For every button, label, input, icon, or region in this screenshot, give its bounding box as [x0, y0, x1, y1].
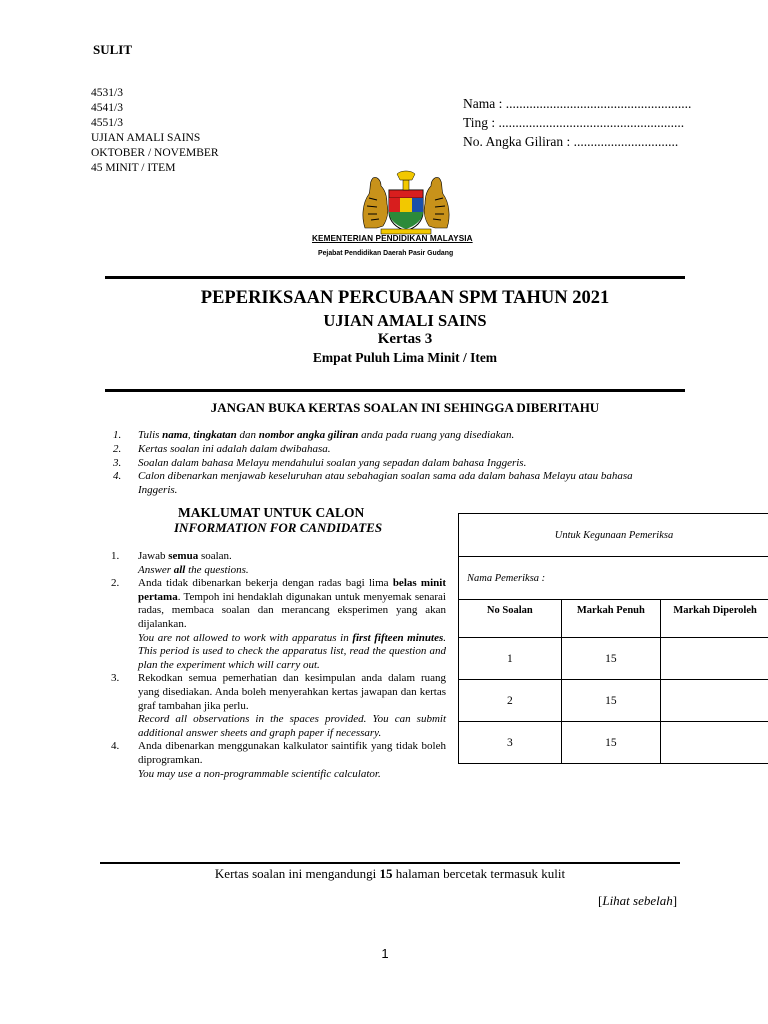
info-english — [138, 564, 446, 578]
question-number-cell: 3 — [459, 722, 562, 764]
info-english — [138, 632, 446, 673]
instruction-number: 1. — [113, 429, 122, 441]
instruction-text: Soalan dalam bahasa Melayu mendahului soalan yang sepadan dalam bahasa Inggeris. — [138, 456, 527, 469]
info-number: 1. — [111, 550, 120, 562]
examiner-name-field[interactable]: Nama Pemeriksa : — [459, 557, 768, 600]
candidate-number-row — [463, 132, 691, 151]
info-title-english: INFORMATION FOR CANDIDATES — [174, 520, 383, 535]
top-divider — [105, 276, 685, 279]
form-field[interactable]: : ....................................................... — [488, 115, 685, 130]
instruction-emphasis: nombor angka giliran — [258, 429, 359, 441]
info-text: the questions. — [185, 563, 249, 576]
candidate-form-row — [463, 113, 691, 132]
name-label: Nama — [463, 96, 496, 111]
paper-codes — [91, 86, 219, 176]
table-row — [459, 638, 768, 680]
info-item — [111, 577, 446, 672]
page-number: 1 — [381, 946, 389, 961]
candidate-information-list — [111, 550, 446, 781]
info-text: soalan. — [198, 550, 232, 562]
instruction-text: Tulis — [138, 429, 163, 441]
paper-title: Kertas 3 — [377, 331, 433, 347]
candidate-name-row — [463, 94, 691, 113]
ministry-name: KEMENTERIAN PENDIDIKAN MALAYSIA — [312, 234, 473, 243]
info-emphasis: first fifteen minutes — [352, 631, 444, 644]
info-text: . Tempoh ini hendaklah digunakan untuk menyemak senarai radas, membaca soalan dan merancang eksperimen yang akan dijalankan. — [138, 590, 446, 630]
info-emphasis: semua — [168, 550, 199, 562]
question-number-cell: 1 — [459, 638, 562, 680]
exam-month: OKTOBER / NOVEMBER — [91, 147, 219, 159]
info-malay — [138, 550, 446, 564]
warning-text: JANGAN BUKA KERTAS SOALAN INI SEHINGGA DIBERITAHU — [210, 400, 600, 415]
info-text: Jawab — [138, 550, 169, 562]
examiner-table — [458, 513, 768, 764]
instruction-emphasis: nama — [162, 429, 188, 441]
duration-title: Empat Puluh Lima Minit / Item — [312, 350, 498, 365]
full-marks-cell: 15 — [561, 680, 661, 722]
index-number-label: No. Angka Giliran — [463, 134, 564, 149]
instruction-text: dan — [236, 429, 259, 441]
bracket-open: [ — [598, 893, 603, 908]
info-number: 3. — [111, 672, 120, 685]
marks-obtained-cell[interactable] — [661, 638, 768, 680]
column-header-marks-obtained: Markah Diperoleh — [661, 600, 768, 638]
info-text: Anda tidak dibenarkan bekerja dengan radas bagi lima — [138, 577, 393, 590]
district-office-name: Pejabat Pendidikan Daerah Pasir Gudang — [318, 250, 454, 257]
info-english: Record all observations in the spaces provided. You can submit additional answer sheets and graph paper if necessary. — [138, 713, 446, 739]
name-field[interactable]: : ....................................................... — [495, 96, 692, 111]
table-row — [459, 680, 768, 722]
instruction-text: Kertas soalan ini adalah dalam dwibahasa. — [138, 442, 331, 455]
page-count-number: 15 — [379, 866, 393, 881]
bracket-close: ] — [672, 893, 678, 908]
instruction-text: anda pada ruang yang disediakan. — [358, 429, 515, 441]
turn-over-note — [598, 893, 677, 909]
instruction-item — [113, 429, 673, 443]
paper-code: 4531/3 — [91, 87, 123, 99]
info-malay: Rekodkan semua pemerhatian dan kesimpulan anda dalam ruang yang disediakan. Anda boleh menyerahkan kertas jawapan dan kertas graf tambahan jika perlu. — [138, 672, 446, 712]
index-number-field[interactable]: : ............................... — [563, 134, 679, 149]
column-header-question: No Soalan — [459, 600, 562, 638]
full-marks-cell: 15 — [561, 722, 661, 764]
info-emphasis: belas minit pertama — [138, 577, 446, 603]
instruction-number: 2. — [113, 442, 122, 455]
info-text: Answer — [138, 563, 174, 576]
page-count-text: Kertas soalan ini mengandungi — [214, 866, 380, 881]
instruction-item — [113, 470, 673, 498]
marks-obtained-cell[interactable] — [661, 680, 768, 722]
examiner-table-header: Untuk Kegunaan Pemeriksa — [459, 514, 768, 557]
coat-of-arms-icon — [357, 168, 455, 236]
info-item — [111, 672, 446, 740]
general-instructions — [113, 429, 673, 498]
instruction-number: 4. — [113, 470, 122, 483]
middle-divider — [105, 389, 685, 392]
instruction-number: 3. — [113, 456, 122, 469]
info-text: You are not allowed to work with apparatus in — [138, 631, 353, 644]
exam-time: 45 MINIT / ITEM — [91, 162, 176, 174]
instruction-item — [113, 443, 673, 457]
turn-over-text: Lihat sebelah — [602, 893, 673, 908]
instruction-text: , — [187, 429, 194, 441]
exam-title: PEPERIKSAAN PERCUBAAN SPM TAHUN 2021 — [200, 288, 610, 308]
marks-obtained-cell[interactable] — [661, 722, 768, 764]
column-header-full-marks: Markah Penuh — [561, 600, 661, 638]
info-title-malay: MAKLUMAT UNTUK CALON — [178, 505, 365, 520]
question-number-cell: 2 — [459, 680, 562, 722]
info-malay — [138, 577, 446, 631]
full-marks-cell: 15 — [561, 638, 661, 680]
info-malay: Anda dibenarkan menggunakan kalkulator saintifik yang tidak boleh diprogramkan. — [138, 740, 446, 766]
paper-code: 4551/3 — [91, 117, 123, 129]
page-count-note — [100, 866, 680, 882]
form-label: Ting — [463, 115, 489, 130]
info-item — [111, 550, 446, 577]
sulit-label: SULIT — [93, 42, 133, 57]
instruction-text: Calon dibenarkan menjawab keseluruhan atau sebahagian soalan sama ada dalam bahasa Melayu atau bahasa Inggeris. — [138, 470, 633, 497]
info-number: 4. — [111, 740, 120, 753]
info-text: . This period is used to check the apparatus list, read the question and plan the experiment which will carry out. — [138, 631, 446, 671]
footer-divider — [100, 862, 680, 864]
subject-code-label: UJIAN AMALI SAINS — [91, 132, 201, 144]
info-number: 2. — [111, 577, 120, 590]
info-emphasis: all — [173, 563, 186, 576]
info-item — [111, 740, 446, 781]
table-row — [459, 722, 768, 764]
instruction-emphasis: tingkatan — [193, 429, 237, 441]
instruction-item — [113, 457, 673, 471]
candidate-info — [463, 94, 691, 151]
page-count-text: halaman bercetak termasuk kulit — [392, 866, 566, 881]
subject-title: UJIAN AMALI SAINS — [323, 311, 487, 330]
info-english: You may use a non-programmable scientific calculator. — [138, 767, 381, 780]
paper-code: 4541/3 — [91, 102, 123, 114]
